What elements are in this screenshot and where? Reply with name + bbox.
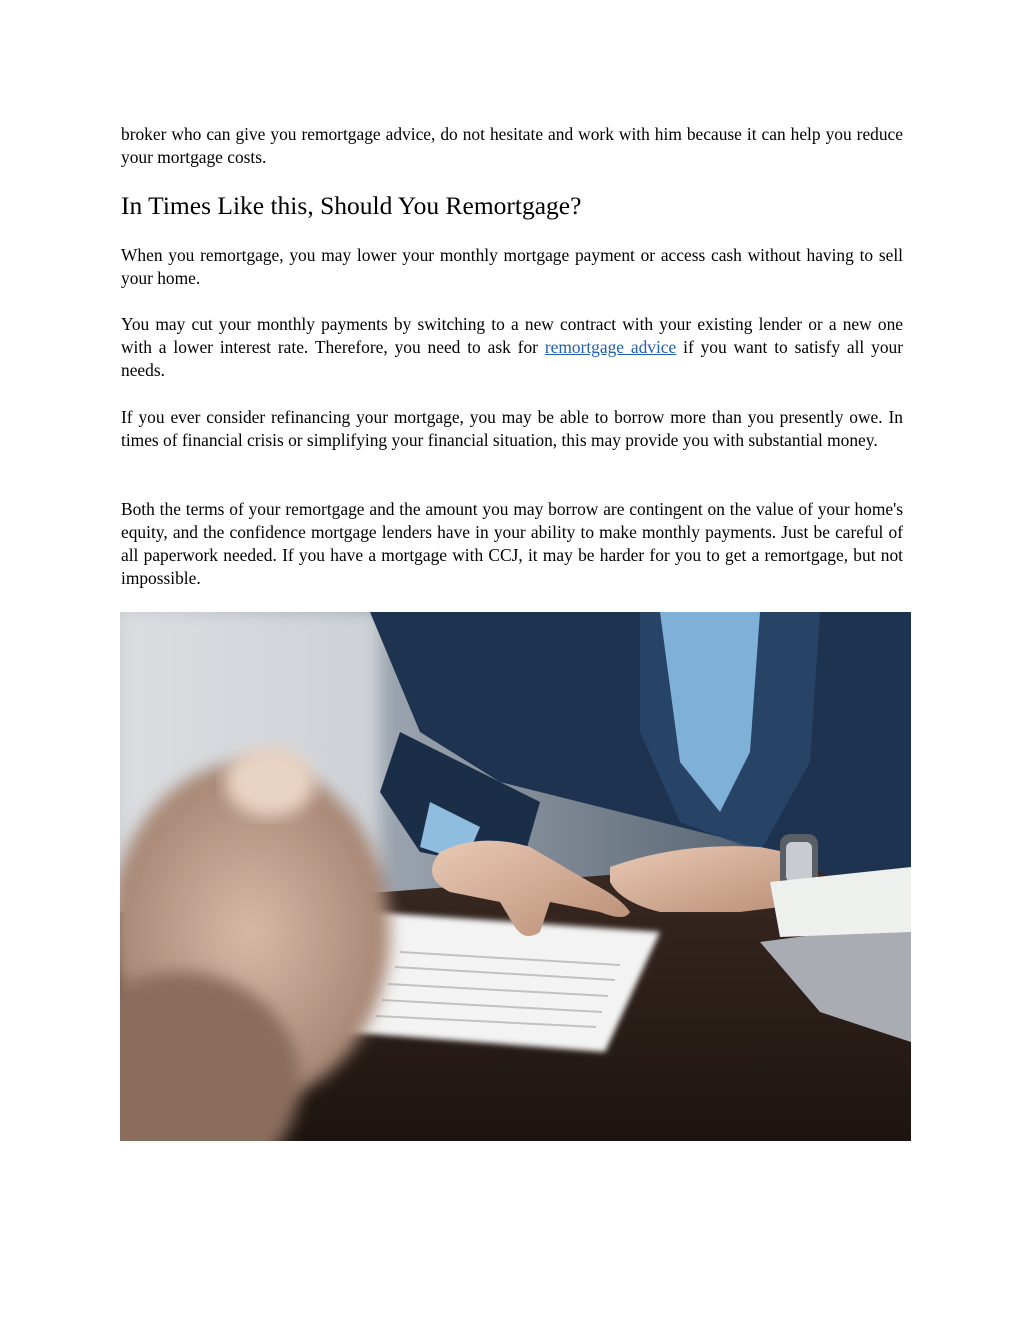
intro-paragraph: broker who can give you remortgage advice, do not hesitate and work with him because it can help you reduce your mortgage costs.	[121, 124, 903, 167]
paragraph-monthly-payments	[121, 313, 903, 382]
section-heading: In Times Like this, Should You Remortgage?	[121, 191, 582, 220]
business-meeting-photo	[120, 612, 911, 1141]
paragraph-remortgage-benefits: When you remortgage, you may lower your monthly mortgage payment or access cash without having to sell your home.	[121, 245, 903, 288]
paragraph-text: You may cut your monthly payments by switching to a new contract with your existing lender or a new one with a lower interest rate. Therefore, you need to ask for	[121, 314, 903, 357]
remortgage-advice-link[interactable]: remortgage advice	[544, 337, 677, 357]
paragraph-text: if you want to satisfy all your needs.	[121, 337, 903, 380]
paragraph-equity-terms: Both the terms of your remortgage and the amount you may borrow are contingent on the value of your home's equity, and the confidence mortgage lenders have in your ability to make monthly payments. Just be careful of all paperwork needed. If you have a mortgage with CCJ, it may be harder for you to get a remortgage, but not impossible.	[121, 499, 903, 588]
paragraph-refinancing: If you ever consider refinancing your mortgage, you may be able to borrow more than you presently owe. In times of financial crisis or simplifying your financial situation, this may provide you with substantial money.	[121, 407, 903, 450]
